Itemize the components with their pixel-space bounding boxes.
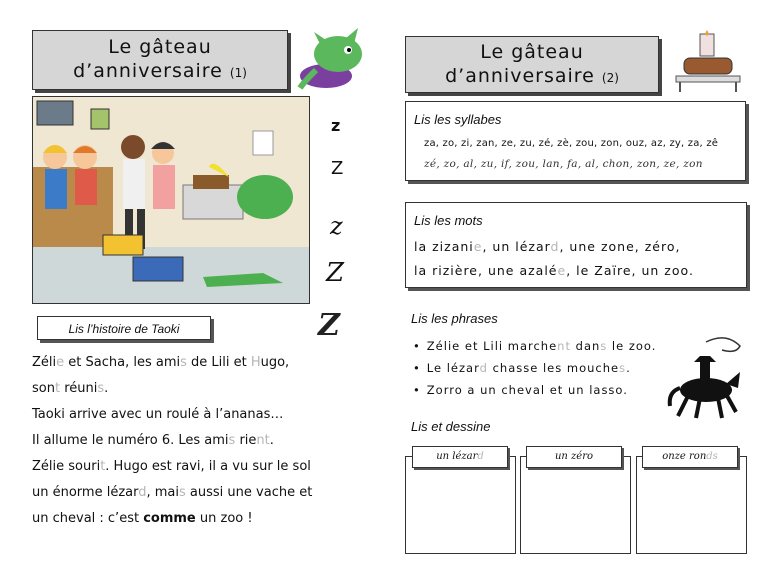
text-segment: un zoo ! [195,511,253,526]
draw-box-circles[interactable] [636,456,747,554]
text-segment: , une zone, zéro, [559,239,681,254]
phrase-item [413,335,683,357]
draw-label-lizard [412,446,508,468]
right-title-number: (2) [601,71,619,85]
text-segment: et Sacha, les ami [64,355,181,370]
story-line [32,350,362,376]
silent-letter: d [479,361,488,375]
text-segment: chasse les mouche [487,361,620,375]
silent-letter: e [557,263,567,278]
text-segment: ugo, [260,355,290,370]
birthday-scene-drawing [33,97,309,303]
silent-letter: s [600,339,608,353]
silent-letter: t [54,381,61,396]
phrases-list [413,335,683,401]
text-segment: Zélie et Lili marche [426,339,558,353]
left-title-line1: Le gâteau [108,36,212,58]
words-title: Lis les mots [414,213,483,228]
right-title-line2: d’anniversaire [445,65,595,87]
text-segment: Zélie souri [32,459,101,474]
text-segment: Zorro a un cheval et un lasso. [426,383,628,397]
text-segment: , mai [146,485,180,500]
silent-letter: e [473,239,483,254]
text-segment: , un lézar [482,239,551,254]
silent-letter: nt [256,433,270,448]
text-segment: un lézar [436,451,478,462]
text-segment: le zoo. [607,339,657,353]
text-segment: . [269,433,274,448]
silent-letter: s [97,381,105,396]
phrase-item [413,357,683,379]
silent-letter: ds [706,451,718,462]
story-line [32,506,362,532]
text-segment: un cheval : c’est [32,511,144,526]
bold-word: comme [143,511,196,526]
text-segment: aussi une vache et [185,485,313,500]
birthday-cake-illustration [670,30,746,96]
words-panel [405,202,747,288]
syllables-print: za, zo, zi, zan, ze, zu, zé, zè, zou, zon, ouz, az, zy, za, zê [424,138,719,149]
text-segment: réuni [60,381,98,396]
left-title-line2: d’anniversaire [73,60,223,82]
text-segment: , le Zaïre, un zoo. [566,263,694,278]
letter-cursive-lower: z [330,212,343,240]
silent-letter: s [619,361,627,375]
text-segment: Taoki arrive avec un roulé à l’ananas… [32,407,284,422]
letter-print-upper: Z [331,158,344,179]
silent-letter: H [250,355,261,370]
text-segment: la zizani [414,239,474,254]
story-label-box [37,316,211,340]
silent-letter: e [56,355,65,370]
text-segment: un énorme lézar [32,485,139,500]
right-title-box [405,36,659,93]
left-title-number: (1) [229,66,247,80]
story-line [32,428,362,454]
text-segment: onze ron [662,451,707,462]
syllables-cursive: zé, zo, al, zu, if, zou, lan, fa, al, chon, zon, ze, zon [424,158,703,170]
text-segment: . [104,381,109,396]
letter-print-lower: z [331,116,341,135]
silent-letter: d [138,485,147,500]
story-line [32,480,362,506]
text-segment: dan [570,339,601,353]
silent-letter: s [179,485,186,500]
text-segment: Le lézar [426,361,480,375]
text-segment: rie [235,433,257,448]
letter-cursive-upper: Z [326,258,345,288]
story-text [32,350,362,532]
words-line-1 [414,239,680,254]
ornamental-z-letter: Z [318,308,340,343]
phrases-title: Lis les phrases [411,311,498,326]
zorro-horse-illustration [666,332,746,422]
draw-title: Lis et dessine [411,419,491,434]
silent-letter: t [100,459,106,474]
text-segment: la rizière, une azalé [414,263,558,278]
silent-letter: d [477,451,484,462]
silent-letter: d [550,239,560,254]
words-line-2 [414,263,694,278]
text-segment: un zéro [554,451,594,462]
text-segment: son [32,381,55,396]
draw-box-zero[interactable] [520,456,631,554]
syllables-panel [405,101,746,181]
text-segment: . [626,361,631,375]
syllables-title: Lis les syllabes [414,112,502,127]
text-segment: Zéli [32,355,57,370]
silent-letter: s [228,433,236,448]
silent-letter: nt [557,339,571,353]
phrase-item [413,379,683,401]
draw-label-zero [526,446,622,468]
story-line [32,454,362,480]
text-segment: de Lili et [186,355,251,370]
right-title-line1: Le gâteau [480,41,584,63]
story-line [32,402,362,428]
text-segment: Il allume le numéro 6. Les ami [32,433,229,448]
story-illustration [32,96,310,304]
story-line [32,376,362,402]
story-label: Lis l’histoire de Taoki [68,322,180,336]
silent-letter: s [180,355,187,370]
taoki-dragon-illustration [294,26,374,92]
draw-box-lizard[interactable] [405,456,516,554]
text-segment: . Hugo est ravi, il a vu sur le sol [105,459,311,474]
left-title-box [32,30,288,90]
draw-label-circles [642,446,738,468]
